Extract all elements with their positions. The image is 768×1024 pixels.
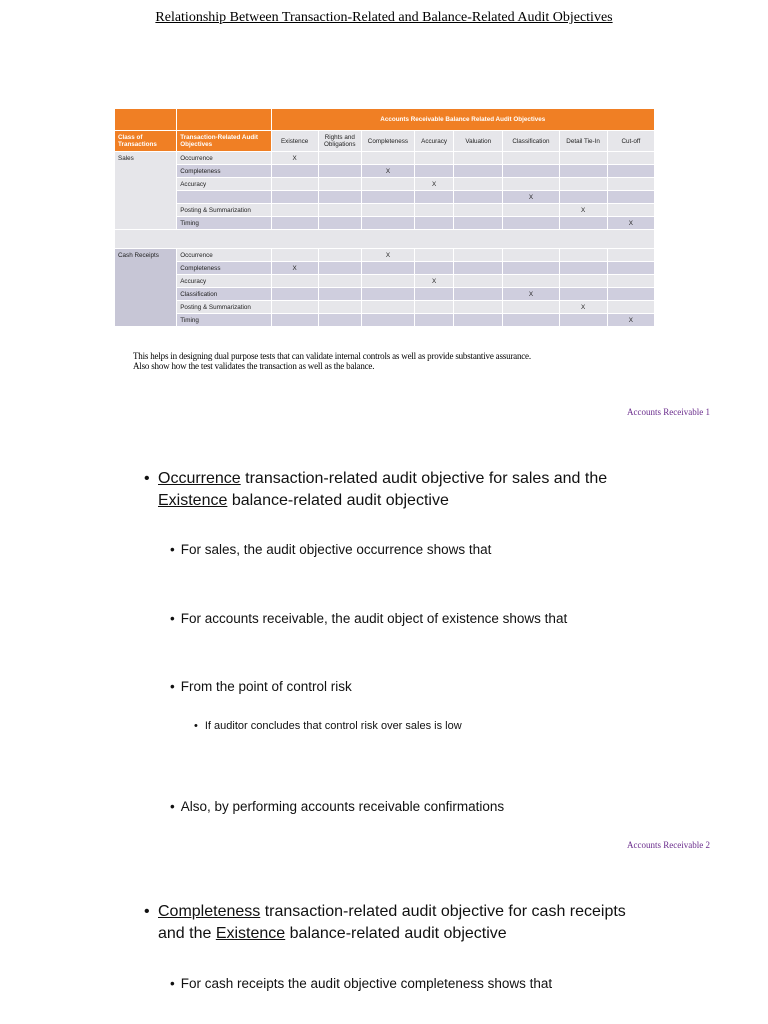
mark-cell bbox=[454, 262, 502, 274]
table-row bbox=[115, 165, 654, 177]
table-corner bbox=[115, 109, 176, 130]
mark-cell: X bbox=[560, 301, 607, 313]
sub-bullet-1 bbox=[170, 542, 491, 557]
mark-cell bbox=[415, 217, 453, 229]
sub-bullet-2 bbox=[170, 611, 567, 626]
slide-label-1: Accounts Receivable 1 bbox=[627, 407, 710, 417]
mark-cell bbox=[272, 275, 318, 287]
class-cell: Cash Receipts bbox=[115, 249, 176, 326]
note-line-1: This helps in designing dual purpose tests that can validate internal controls as well as provide substantive assurance. bbox=[133, 351, 531, 361]
mark-cell bbox=[362, 301, 414, 313]
mark-cell bbox=[454, 288, 502, 300]
balance-objectives-header: Accounts Receivable Balance Related Audit Objectives bbox=[272, 109, 654, 130]
main-bullet-1-text-end: balance-related audit objective bbox=[227, 492, 449, 509]
mark-cell bbox=[454, 204, 502, 216]
mark-cell bbox=[272, 249, 318, 261]
mark-cell bbox=[319, 301, 361, 313]
balance-header-1: Rights and Obligations bbox=[319, 131, 361, 151]
table-row bbox=[115, 288, 654, 300]
bullet-icon: • bbox=[170, 679, 175, 694]
balance-header-3: Accuracy bbox=[415, 131, 453, 151]
mark-cell bbox=[319, 288, 361, 300]
mark-cell bbox=[362, 288, 414, 300]
sub-sub-bullet-1 bbox=[194, 720, 462, 732]
mark-cell bbox=[454, 191, 502, 203]
objective-header: Transaction-Related Audit Objectives bbox=[177, 131, 270, 151]
mark-cell: X bbox=[415, 275, 453, 287]
mark-cell bbox=[319, 165, 361, 177]
mark-cell bbox=[608, 178, 654, 190]
main-bullet-2-text: transaction-related audit objective for cash receipts and the bbox=[158, 903, 626, 942]
mark-cell bbox=[415, 288, 453, 300]
bullet-icon: • bbox=[170, 611, 175, 626]
table-row bbox=[115, 152, 654, 164]
mark-cell bbox=[503, 204, 558, 216]
mark-cell bbox=[415, 191, 453, 203]
table-row bbox=[115, 178, 654, 190]
objective-cell: Timing bbox=[177, 314, 270, 326]
mark-cell bbox=[362, 191, 414, 203]
mark-cell bbox=[560, 191, 607, 203]
mark-cell bbox=[362, 275, 414, 287]
mark-cell bbox=[272, 178, 318, 190]
balance-header-7: Cut-off bbox=[608, 131, 654, 151]
table-row bbox=[115, 262, 654, 274]
table-row bbox=[115, 301, 654, 313]
balance-header-6: Detail Tie-In bbox=[560, 131, 607, 151]
mark-cell bbox=[503, 217, 558, 229]
mark-cell bbox=[608, 288, 654, 300]
mark-cell bbox=[454, 275, 502, 287]
mark-cell: X bbox=[272, 262, 318, 274]
mark-cell bbox=[454, 152, 502, 164]
objective-cell: Classification bbox=[177, 288, 270, 300]
mark-cell bbox=[503, 314, 558, 326]
objective-cell: Occurrence bbox=[177, 249, 270, 261]
mark-cell bbox=[560, 288, 607, 300]
objective-cell: Accuracy bbox=[177, 178, 270, 190]
mark-cell: X bbox=[362, 165, 414, 177]
mark-cell bbox=[454, 249, 502, 261]
mark-cell bbox=[608, 301, 654, 313]
sub-sub-bullet-1-text: If auditor concludes that control risk over sales is low bbox=[204, 720, 462, 732]
mark-cell bbox=[560, 178, 607, 190]
completeness-term: Completeness bbox=[158, 903, 261, 920]
mark-cell bbox=[454, 165, 502, 177]
mark-cell bbox=[272, 217, 318, 229]
objective-cell: Posting & Summarization bbox=[177, 204, 270, 216]
table-corner bbox=[177, 109, 270, 130]
existence-term: Existence bbox=[215, 925, 286, 942]
objective-cell: Occurrence bbox=[177, 152, 270, 164]
mark-cell bbox=[272, 165, 318, 177]
table-row bbox=[115, 275, 654, 287]
mark-cell bbox=[503, 301, 558, 313]
mark-cell bbox=[272, 288, 318, 300]
mark-cell bbox=[415, 165, 453, 177]
table-row bbox=[115, 249, 654, 261]
mark-cell bbox=[319, 191, 361, 203]
balance-header-0: Existence bbox=[272, 131, 318, 151]
mark-cell bbox=[560, 314, 607, 326]
mark-cell bbox=[415, 249, 453, 261]
mark-cell bbox=[560, 275, 607, 287]
balance-header-5: Classification bbox=[503, 131, 558, 151]
table-row bbox=[115, 204, 654, 216]
objective-cell: Timing bbox=[177, 217, 270, 229]
sub-bullet-4 bbox=[170, 799, 504, 814]
balance-header-4: Valuation bbox=[454, 131, 502, 151]
mark-cell bbox=[362, 178, 414, 190]
mark-cell: X bbox=[503, 288, 558, 300]
mark-cell bbox=[362, 217, 414, 229]
bullet-icon: • bbox=[144, 903, 150, 920]
occurrence-term: Occurrence bbox=[158, 470, 241, 487]
mark-cell bbox=[503, 178, 558, 190]
mark-cell bbox=[503, 262, 558, 274]
mark-cell bbox=[272, 204, 318, 216]
mark-cell bbox=[454, 301, 502, 313]
mark-cell bbox=[415, 301, 453, 313]
class-cell: Sales bbox=[115, 152, 176, 229]
mark-cell: X bbox=[272, 152, 318, 164]
mark-cell bbox=[503, 152, 558, 164]
mark-cell bbox=[608, 191, 654, 203]
mark-cell bbox=[362, 152, 414, 164]
mark-cell bbox=[560, 165, 607, 177]
sub-bullet-5 bbox=[170, 976, 552, 991]
objective-cell bbox=[177, 191, 270, 203]
existence-term: Existence bbox=[158, 492, 228, 509]
mark-cell bbox=[608, 204, 654, 216]
group-spacer bbox=[115, 230, 654, 248]
mark-cell bbox=[503, 165, 558, 177]
mark-cell: X bbox=[503, 191, 558, 203]
sub-bullet-5-text: For cash receipts the audit objective completeness shows that bbox=[180, 976, 553, 991]
slide-label-2: Accounts Receivable 2 bbox=[627, 840, 710, 850]
bullet-icon: • bbox=[170, 799, 175, 814]
main-bullet-1-text: transaction-related audit objective for sales and the bbox=[240, 470, 608, 487]
bullet-icon: • bbox=[170, 976, 175, 991]
audit-objectives-table bbox=[114, 108, 655, 327]
main-bullet-2 bbox=[144, 901, 634, 945]
mark-cell bbox=[415, 262, 453, 274]
mark-cell bbox=[454, 178, 502, 190]
mark-cell bbox=[454, 314, 502, 326]
mark-cell bbox=[319, 204, 361, 216]
page-title: Relationship Between Transaction-Related and Balance-Related Audit Objectives bbox=[155, 10, 613, 25]
mark-cell bbox=[608, 165, 654, 177]
objective-cell: Accuracy bbox=[177, 275, 270, 287]
mark-cell bbox=[319, 314, 361, 326]
sub-bullet-1-text: For sales, the audit objective occurrence shows that bbox=[180, 542, 492, 557]
sub-bullet-2-text: For accounts receivable, the audit object of existence shows that bbox=[180, 611, 568, 626]
mark-cell bbox=[415, 204, 453, 216]
mark-cell: X bbox=[608, 314, 654, 326]
objective-cell: Completeness bbox=[177, 262, 270, 274]
mark-cell bbox=[319, 249, 361, 261]
mark-cell bbox=[362, 314, 414, 326]
mark-cell bbox=[415, 152, 453, 164]
table-note bbox=[133, 351, 531, 371]
balance-header-2: Completeness bbox=[362, 131, 414, 151]
mark-cell: X bbox=[415, 178, 453, 190]
table-row bbox=[115, 217, 654, 229]
mark-cell: X bbox=[560, 204, 607, 216]
mark-cell bbox=[362, 262, 414, 274]
mark-cell bbox=[503, 275, 558, 287]
mark-cell bbox=[560, 217, 607, 229]
class-header: Class of Transactions bbox=[115, 131, 176, 151]
mark-cell bbox=[362, 204, 414, 216]
bullet-icon: • bbox=[144, 470, 150, 487]
sub-bullet-3 bbox=[170, 679, 352, 694]
mark-cell bbox=[560, 152, 607, 164]
note-line-2: Also show how the test validates the transaction as well as the balance. bbox=[133, 361, 375, 371]
mark-cell bbox=[454, 217, 502, 229]
mark-cell bbox=[608, 249, 654, 261]
objective-cell: Posting & Summarization bbox=[177, 301, 270, 313]
mark-cell bbox=[272, 191, 318, 203]
mark-cell bbox=[608, 262, 654, 274]
table-row bbox=[115, 314, 654, 326]
main-bullet-2-text-end: balance-related audit objective bbox=[285, 925, 507, 942]
mark-cell bbox=[272, 301, 318, 313]
mark-cell bbox=[560, 249, 607, 261]
mark-cell bbox=[319, 178, 361, 190]
mark-cell bbox=[319, 152, 361, 164]
objective-cell: Completeness bbox=[177, 165, 270, 177]
sub-bullet-3-text: From the point of control risk bbox=[180, 679, 352, 694]
main-bullet-1 bbox=[144, 468, 624, 512]
mark-cell bbox=[272, 314, 318, 326]
mark-cell bbox=[608, 275, 654, 287]
mark-cell: X bbox=[362, 249, 414, 261]
mark-cell bbox=[319, 262, 361, 274]
bullet-icon: • bbox=[194, 720, 198, 732]
spacer-cell bbox=[115, 230, 654, 248]
mark-cell bbox=[503, 249, 558, 261]
mark-cell: X bbox=[608, 217, 654, 229]
mark-cell bbox=[415, 314, 453, 326]
sub-bullet-4-text: Also, by performing accounts receivable confirmations bbox=[180, 799, 505, 814]
mark-cell bbox=[608, 152, 654, 164]
mark-cell bbox=[319, 275, 361, 287]
bullet-icon: • bbox=[170, 542, 175, 557]
mark-cell bbox=[560, 262, 607, 274]
table-row bbox=[115, 191, 654, 203]
mark-cell bbox=[319, 217, 361, 229]
